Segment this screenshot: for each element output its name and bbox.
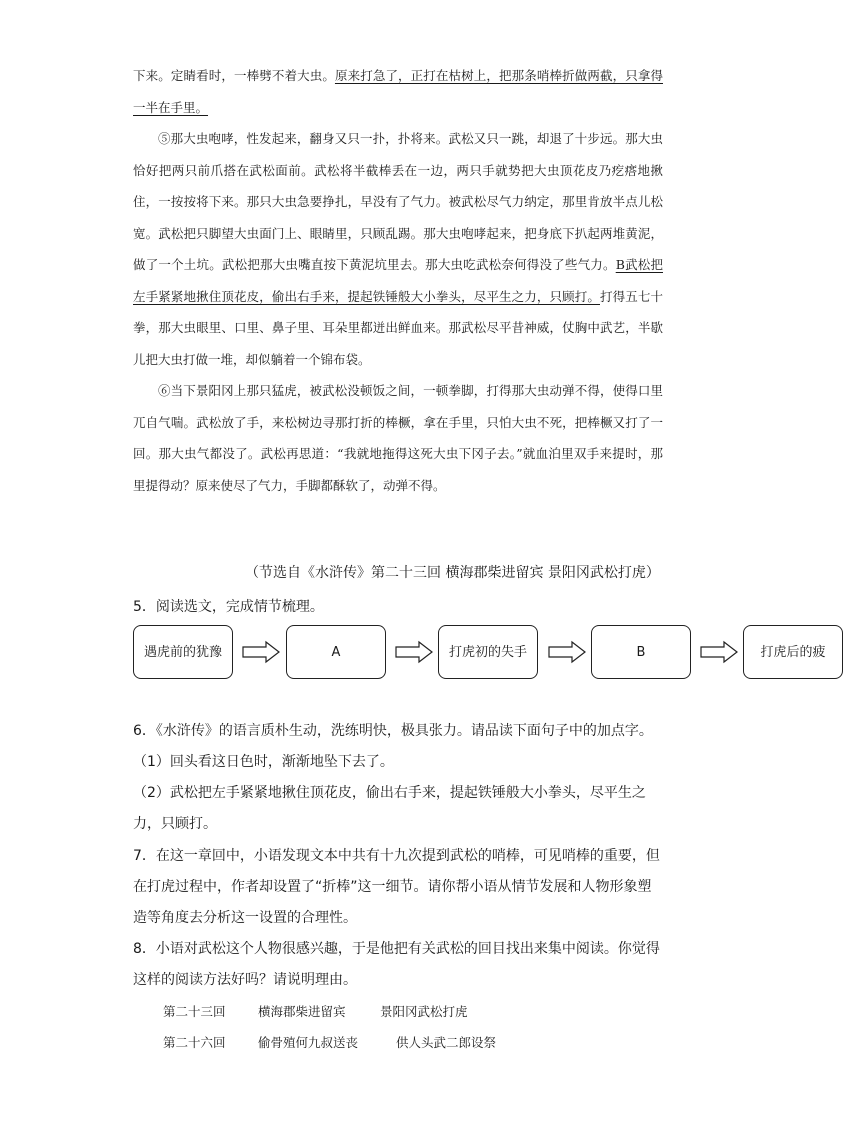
flow-arrow-4 <box>700 641 738 663</box>
plot-flowchart <box>133 625 826 681</box>
flow-box-3: 打虎初的失手 <box>438 625 538 679</box>
flow-box-b: B <box>591 625 691 679</box>
flow-box-1: 遇虎前的犹豫 <box>133 625 233 679</box>
chapter-title-row-1: 第二十三回 横海郡柴进留宾 景阳冈武松打虎 <box>163 1004 468 1019</box>
chapter-title-row-2: 第二十六回 偷骨殖何九叔送丧 供人头武二郎设祭 <box>163 1035 497 1050</box>
question-6-sentence-2: （2）武松把左手紧紧地揪住顶花皮，偷出右手来，提起铁锤般大小拳头，尽平生之力，只顾打。 <box>133 785 646 832</box>
paragraph-6: ⑥当下景阳冈上那只猛虎，被武松没顿饭之间，一顿拳脚，打得那大虫动弹不得，使得口里兀自气喘。武松放了手，来松树边寻那打折的棒橛，拿在手里，只怕大虫不死，把棒橛又打了一回。那大虫气都没了。武松再思道：“我就地拖得这死大虫下冈子去。”就血泊里双手来提时，那里提得动？原来使尽了气力，手脚都酥软了，动弹不得。 <box>133 383 663 493</box>
flow-arrow-2 <box>395 641 433 663</box>
question-6-prompt: 6．《水浒传》的语言质朴生动，洗练明快，极具张力。请品读下面句子中的加点字。 <box>133 723 653 739</box>
paragraph-5: ⑤那大虫咆哮，性发起来，翻身又只一扑，扑将来。武松又只一跳，却退了十步远。那大虫恰好把两只前爪搭在武松面前。武松将半截棒丢在一边，两只手就势把大虫顶花皮乃疙瘩地揪住，一按按将下来。那只大虫急要挣扎，早没有了气力。被武松尽气力纳定，那里肯放半点儿松宽。武松把只脚望大虫面门上、眼睛里，只顾乱踢。那大虫咆哮起来，把身底下扒起两堆黄泥，做了一个土坑。武松把那大虫嘴直按下黄泥坑里去。那大虫吃武松奈何得没了些气力。B武松把左手紧紧地揪住顶花皮，偷出右手来，提起铁锤般大小拳头，尽平生之力，只顾打。打得五七十拳，那大虫眼里、口里、鼻子里、耳朵里都迸出鲜血来。那武松尽平昔神威，仗胸中武艺，半歇儿把大虫打做一堆，却似躺着一个锦布袋。 <box>133 131 663 367</box>
question-5: 5．阅读选文，完成情节梳理。 <box>133 599 324 615</box>
question-7: 7．在这一章回中，小语发现文本中共有十九次提到武松的哨棒，可见哨棒的重要，但在打虎过程中，作者却设置了“折棒”这一细节。请你帮小语从情节发展和人物形象塑造等角度去分析这一设置的合理性。 <box>133 848 660 926</box>
flow-arrow-3 <box>548 641 586 663</box>
flow-box-a: A <box>286 625 386 679</box>
reading-passage <box>133 60 663 501</box>
source-citation: （节选自《水浒传》第二十三回 横海郡柴进留宾 景阳冈武松打虎） <box>245 565 660 581</box>
question-6-sentence-1: （1）回头看这日色时，渐渐地坠下去了。 <box>133 754 394 770</box>
underlined-sentence: 原来打急了，正打在枯树上，把那条哨棒折做两截，只拿得一半在手里。 <box>133 68 663 115</box>
question-6 <box>133 716 663 840</box>
paragraph-continuation: 下来。定睛看时，一棒劈不着大虫。原来打急了，正打在枯树上，把那条哨棒折做两截，只拿得一半在手里。 <box>133 68 663 115</box>
flow-box-5: 打虎后的疲 <box>743 625 843 679</box>
question-8: 8．小语对武松这个人物很感兴趣，于是他把有关武松的回目找出来集中阅读。你觉得这样的阅读方法好吗？请说明理由。 <box>133 941 660 988</box>
underlined-sentence-b: B武松把左手紧紧地揪住顶花皮，偷出右手来，提起铁锤般大小拳头，尽平生之力，只顾打。 <box>133 257 663 304</box>
flow-arrow-1 <box>242 641 280 663</box>
